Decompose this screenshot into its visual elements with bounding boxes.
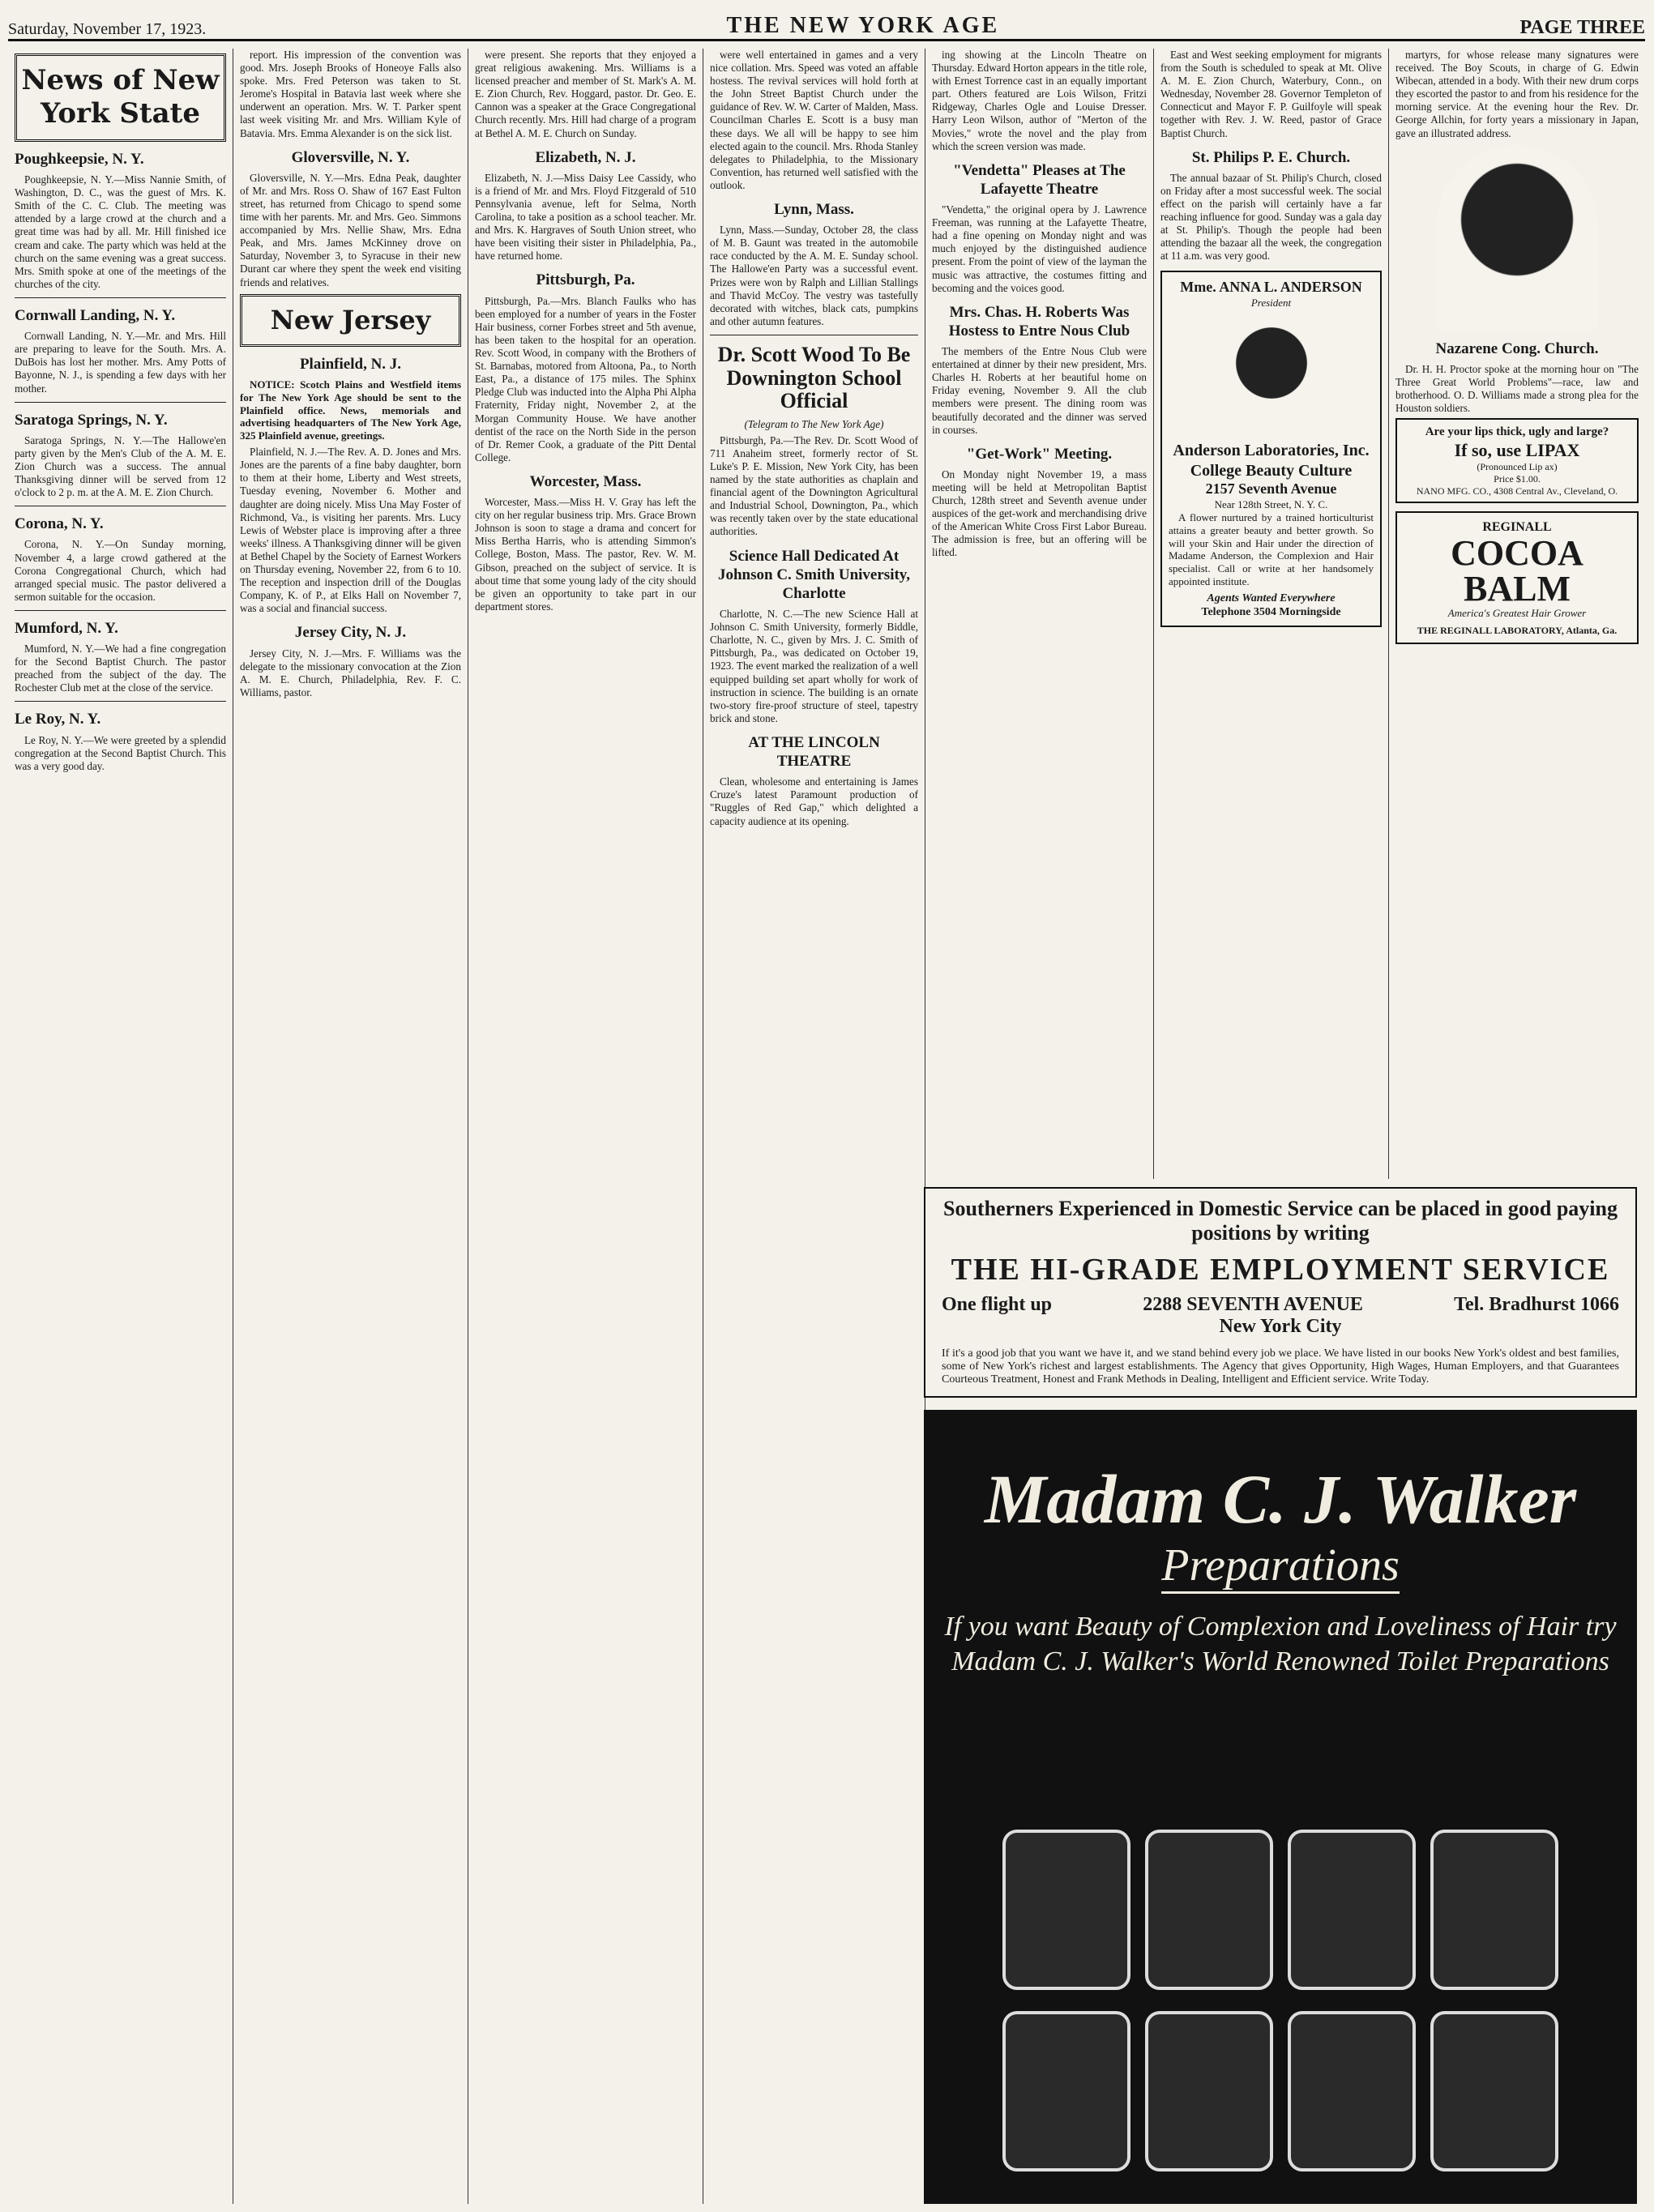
article-science-hall: Charlotte, N. C.—The new Science Hall at Johnson C. Smith University, formerly Biddle, Charlotte, N. C., given by Mrs. J. C. Smith of Pittsburgh, Pa., was dedicated on October 19, 1923. The event marked the realization of a well equipped building set apart wholly for work of instruction in science. The building is an ornate two-story fire-proof structure of steel, tapestry brick and stone.	[710, 608, 918, 724]
anderson-address: 2157 Seventh Avenue	[1205, 480, 1337, 497]
jar-icon	[1288, 1830, 1416, 1990]
silhouette-portrait-icon	[1223, 314, 1320, 436]
article-poughkeepsie: Poughkeepsie, N. Y.—Miss Nannie Smith, of Washington, D. C., was the guest of Mrs. K. Smith of the C. C. Club. The meeting was attended by a large crowd at the church and a great time was had by all. Mr. Hill finished ice cream and cake. The party which was held at the church on the same evening was a great success. Mrs. Smith spoke at one of the meetings of the churches of the city.	[15, 173, 226, 290]
heading-jersey-city: Jersey City, N. J.	[294, 624, 407, 642]
article-intro-c4: were well entertained in games and a very nice collation. Mrs. Speed was voted an affable hostess. The revival services will hold forth at the John Street Baptist Church under the guidance of Rev. W. W. Carter of Malden, Mass. Councilman Charles E. Scott is a busy man these days. We all will be happy to see him elected again to the council. Mrs. Rhoda Stanley delegates to Philadelphia, to the Missionary Convention, has returned well satisfied with the outlook.	[710, 49, 918, 191]
jar-icon	[1430, 2011, 1558, 2171]
heading-cornwall: Cornwall Landing, N. Y.	[15, 306, 176, 324]
plainfield-notice: NOTICE: Scotch Plains and Westfield items for The New York Age should be sent to the Plainfield office. News, memorials and advertising headquarters of The New York Age, 325 Plainfield avenue, greetings.	[240, 378, 461, 442]
employment-city: New York City	[1219, 1316, 1342, 1337]
lipax-price: Price $1.00.	[1494, 472, 1541, 485]
article-report: report. His impression of the convention was good. Mrs. Joseph Brooks of Honeoye Falls also spoke. Mrs. Fred Peterson was taken to St. Jerome's Hospital in Batavia last week where she underwent an operation. Mrs. W. T. Parker spent last week visiting Mr. and Mrs. William Kyle of Batavia. Mrs. Emma Alexander is on the sick list.	[240, 49, 461, 139]
divider	[15, 610, 226, 611]
anderson-near: Near 128th Street, N. Y. C.	[1214, 498, 1328, 511]
column-2	[233, 49, 468, 2204]
jar-icon	[1430, 1830, 1558, 1990]
heading-worcester: Worcester, Mass.	[529, 472, 642, 490]
lipax-portrait-icon	[1436, 145, 1598, 331]
article-gloversville: Gloversville, N. Y.—Mrs. Edna Peak, daughter of Mr. and Mrs. Ross O. Shaw of 167 East Fulton street, has returned from Chicago to spend some time with her parents. Mr. and Mrs. Geo. Simmons accompanied by Mrs. Nellie Shaw, Mrs. Edna Peak, and Mrs. James McKinney drove on Saturday, November 3, to Syracuse in their new Durant car where they spent the week end visiting friends and relatives.	[240, 171, 461, 288]
article-vendetta: "Vendetta," the original opera by J. Lawrence Freeman, was running at the Lafayette Theatre, had a fine opening on Monday night and was much enjoyed by the distinguished audience present. From the point of view of the layman the music was attractive, the costumes fitting and becoming and the voices good.	[932, 203, 1147, 294]
walker-tagline: If you want Beauty of Complexion and Loveliness of Hair try Madam C. J. Walker's World Renowned Toilet Preparations	[944, 1612, 1617, 1676]
divider	[15, 701, 226, 702]
article-roberts: The members of the Entre Nous Club were entertained at dinner by their new president, Mrs. Charles H. Roberts at her beautiful home on Friday evening, November 9. All the club members were present. The dining room was beautifully decorated and the dinner was served in courses.	[932, 345, 1147, 436]
heading-roberts: Mrs. Chas. H. Roberts Was Hostess to Entre Nous Club	[948, 303, 1130, 339]
heading-mumford: Mumford, N. Y.	[15, 619, 118, 637]
lipax-question: Are your lips thick, ugly and large?	[1425, 425, 1609, 439]
jar-icon	[1145, 1830, 1273, 1990]
lipax-ad	[1395, 418, 1639, 503]
article-leroy: Le Roy, N. Y.—We were greeted by a splendid congregation at the Second Baptist Church. This was a very good day.	[15, 733, 226, 772]
section-title-ny-state: News of New York State	[15, 53, 226, 142]
employment-line1: Southerners Experienced in Domestic Service can be placed in good paying positions by writing	[943, 1197, 1618, 1245]
anderson-agents: Agents Wanted Everywhere	[1207, 592, 1336, 605]
walker-name: Madam C. J. Walker	[984, 1460, 1577, 1538]
column-1	[8, 49, 233, 2204]
walker-prep: Preparations	[1161, 1539, 1399, 1594]
employment-address: 2288 SEVENTH AVENUE	[1143, 1294, 1363, 1315]
walker-ad	[924, 1410, 1637, 2204]
heading-vendetta: "Vendetta" Pleases at The Lafayette Theatre	[953, 161, 1126, 198]
article-intro-c6: East and West seeking employment for migrants from the South is scheduled to speak at Mt. Olive A. M. E. Zion Church, Waterbury, Conn., on Wednesday, November 28. Governor Templeton of Connecticut and Mayor F. P. Guilfoyle will speak together with Rev. J. W. Reed, pastor of Grace Baptist Church.	[1160, 49, 1382, 139]
article-jersey-city: Jersey City, N. J.—Mrs. F. Williams was the delegate to the missionary convocation at the Zion A. M. E. Church, Philadelphia, Rev. F. C. Williams, pastor.	[240, 647, 461, 698]
cocoa-firm: REGINALL	[1482, 520, 1552, 535]
employment-flight: One flight up	[942, 1294, 1053, 1315]
employment-tel: Tel. Bradhurst 1066	[1454, 1294, 1619, 1315]
heading-corona: Corona, N. Y.	[15, 515, 104, 533]
product-jars	[956, 1823, 1605, 2171]
section-title-new-jersey: New Jersey	[240, 294, 461, 347]
telegram-credit: (Telegram to The New York Age)	[744, 417, 884, 430]
lipax-manufacturer: NANO MFG. CO., 4308 Central Av., Cleveland, O.	[1416, 485, 1618, 497]
jar-icon	[1145, 2011, 1273, 2171]
article-lynn: Lynn, Mass.—Sunday, October 28, the class of M. B. Gaunt was treated in the automobile race conducted by the A. M. E. Sunday school. The Hallowe'en Party was a successful event. Prizes were won by Ralph and Lillian Stallings and Thavid McCoy. The vestry was tastefully decorated with witches, black cats, pumpkins and other autumn features.	[710, 224, 918, 327]
employment-ad	[924, 1187, 1637, 1398]
jar-icon	[1002, 2011, 1130, 2171]
article-plainfield: Plainfield, N. J.—The Rev. A. D. Jones and Mrs. Jones are the parents of a fine baby daughter, born to them at their home, Liberty and West streets, Tuesday evening, November 6. Mother and daughter are doing nicely. Miss Una May Foster of Richmond, Va., is visiting her parents. Mrs. Lucy Lewis of Webster place is improving after a three weeks' illness. A Thanksgiving dinner will be given at Bethel Chapel by the Society of Earnest Workers on Thursday evening, November 22, from 6 to 10. The reception and inspection drill of the Douglas Company, K. of P., at Elks Hall on November 7, was a social and financial success.	[240, 446, 461, 615]
article-worcester: Worcester, Mass.—Miss H. V. Gray has left the city on her regular business trip. Mrs. Grace Brown Johnson is soon to stage a drama and concert for Miss Bertha Harris, who is attending Simmon's College, Boston, Mass. The pastor, Rev. W. M. Gibson, preached on the subject of service. It is about time that some young lady of the city should be given an opportunity to take part in our department stores.	[475, 496, 696, 613]
heading-plainfield: Plainfield, N. J.	[299, 355, 402, 373]
employment-body: If it's a good job that you want we have it, and we stand behind every job we place. We have listed in our books New York's oldest and best families, some of New York's richest and largest establishments. The Agency that gives Opportunity, High Wages, Human Employers, and that Guarantees Courteous Treatment, Honest and Frank Methods in Dealing, Intelligent and Efficient service. Write Today.	[942, 1347, 1619, 1386]
cocoa-name: COCOA BALM	[1451, 532, 1583, 609]
heading-leroy: Le Roy, N. Y.	[15, 711, 101, 728]
article-pittsburgh: Pittsburgh, Pa.—Mrs. Blanch Faulks who has been employed for a number of years in the Foster Hair business, corner Forbes street and 5th avenue, has been taken to the hospital for an operation. Rev. Scott Wood, in company with the Brothers of St. Barnabas, motored from Altoona, Pa., to North East, Pa., a distance of 175 miles. The Sphinx Pledge Club was inducted into the Alpha Phi Alpha Fraternity, Friday night, November 2, at the Morgan Community House. We have another dentist of the race on the North Side in the person of Dr. Remer Cook, a graduate of the Pitt Dental College.	[475, 294, 696, 463]
article-elizabeth: Elizabeth, N. J.—Miss Daisy Lee Cassidy, who is a friend of Mr. and Mrs. Floyd Fitzgerald of 510 Pennsylvania avenue, left for Selma, North Carolina, to take a position as a school teacher. Mr. and Mrs. K. Hargraves of South Union street, who have been visiting their sister in Philadelphia, Pa., have returned home.	[475, 171, 696, 263]
lipax-pronunciation: (Pronounced Lip ax)	[1477, 461, 1558, 473]
article-saratoga: Saratoga Springs, N. Y.—The Hallowe'en party given by the Men's Club of the A. M. E. Zion Church was a success. The annual Thanksgiving dinner will be served from 12 o'clock to 2 p. m. at the A. M. E. Zion Church.	[15, 433, 226, 499]
heading-nazarene: Nazarene Cong. Church.	[1435, 339, 1599, 357]
article-nazarene: Dr. H. H. Proctor spoke at the morning hour on "The Three Great World Problems"—race, law and brotherhood. O. D. Williams made a strong plea for the Houston soldiers.	[1395, 362, 1639, 415]
anderson-firm: Anderson Laboratories, Inc. College Beauty Culture	[1173, 442, 1370, 480]
anderson-name: Mme. ANNA L. ANDERSON	[1180, 279, 1362, 296]
issue-date: Saturday, November 17, 1923.	[8, 20, 207, 38]
heading-gloversville: Gloversville, N. Y.	[291, 148, 410, 166]
article-get-work: On Monday night November 19, a mass meeting will be held at Metropolitan Baptist Church, 128th street and Seventh avenue under auspices of the get-work and merchandising drive of the American White Cross First Labor Bureau. The admission is free, but an offering will be lifted.	[932, 468, 1147, 559]
heading-scott-wood: Dr. Scott Wood To Be Downington School Official	[717, 342, 911, 413]
article-intro-c5: ing showing at the Lincoln Theatre on Thursday. Edward Horton appears in the title role, with Ernest Torrence cast in an equally important part. Others featured are Lois Wilson, Fritzi Ridgeway, Charles Ogle and Louise Dresser. Harry Leon Wilson, author of "Merton of the Movies," wrote the novel and the play from which the screen version was made.	[932, 49, 1147, 152]
heading-lincoln-theatre: AT THE LINCOLN THEATRE	[748, 733, 880, 771]
employment-contact-row	[942, 1294, 1619, 1316]
column-4	[703, 49, 925, 2204]
cocoa-balm-ad	[1395, 511, 1639, 644]
column-5	[925, 49, 1154, 1179]
heading-lynn: Lynn, Mass.	[774, 201, 854, 219]
heading-science-hall: Science Hall Dedicated At Johnson C. Smith University, Charlotte	[717, 547, 911, 602]
divider	[15, 402, 226, 403]
article-st-philips: The annual bazaar of St. Philip's Church, closed on Friday after a most successful week. The social effect on the parish will certainly have a far reaching influence for good. Sunday was a gala day at St. Philip's. Though the people had been attending the bazaar all the week, the congregation at 11 a.m. was very good.	[1160, 171, 1382, 263]
cocoa-address: THE REGINALL LABORATORY, Atlanta, Ga.	[1417, 624, 1618, 636]
article-corona: Corona, N. Y.—On Sunday morning, November 4, a large crowd gathered at the Corona Congregational Church, which had arranged special music. The pastor delivered a sermon suitable for the occasion.	[15, 538, 226, 603]
employment-name: THE HI-GRADE EMPLOYMENT SERVICE	[951, 1253, 1610, 1287]
column-6	[1154, 49, 1389, 1179]
article-intro-c7: martyrs, for whose release many signatures were received. The Boy Scouts, in charge of G. Edwin Wibecan, attended in a body. With their new drum corps they escorted the pastor to and from his residence for the morning service. At the evening hour the Rev. Dr. George Allchin, for forty years a missionary in Japan, gave an illustrated address.	[1395, 49, 1639, 139]
article-scott-wood: Pittsburgh, Pa.—The Rev. Dr. Scott Wood of 711 Anaheim street, formerly rector of St. Luke's P. E. Mission, New York City, has been named by the state authorities as chaplain and financial agent of the Downington Agricultural and Industrial School, Downington, Pa., which was recently taken over by the state educational authorities.	[710, 433, 918, 538]
column-7	[1389, 49, 1645, 1179]
anderson-text: A flower nurtured by a trained horticulturist attains a greater beauty and better growth. So will your Skin and Hair under the direction of Madame Anderson, the Complexion and Hair specialist. Call or write at her handsomely appointed institute.	[1169, 510, 1374, 588]
heading-pittsburgh: Pittsburgh, Pa.	[536, 271, 635, 289]
heading-poughkeepsie: Poughkeepsie, N. Y.	[15, 150, 144, 168]
heading-elizabeth: Elizabeth, N. J.	[535, 148, 636, 166]
article-cornwall: Cornwall Landing, N. Y.—Mr. and Mrs. Hill are preparing to leave for the South. Mrs. A. DuBois has lost her mother. Mrs. Amy Potts of Bayonne, N. J., is spending a few days with her mother.	[15, 330, 226, 395]
article-intro-c3: were present. She reports that they enjoyed a great religious awakening. Mrs. Williams is a licensed preacher and member of St. Mark's A. M. E. Zion Church, Rev. Hoggard, pastor. Dr. Geo. E. Cannon was a speaker at the Grace Congregational Church recently. Mrs. Hill had charge of a program at Bethel A. M. E. Church on Sunday.	[475, 49, 696, 139]
column-3	[468, 49, 703, 2204]
jar-icon	[1288, 2011, 1416, 2171]
anderson-role: President	[1250, 297, 1292, 310]
article-mumford: Mumford, N. Y.—We had a fine congregation for the Second Baptist Church. The pastor preached from the subject of the day. The Rochester Club met at the close of the service.	[15, 643, 226, 694]
divider	[15, 297, 226, 298]
page-number: PAGE THREE	[1519, 17, 1645, 38]
masthead	[8, 6, 1645, 41]
anderson-ad	[1160, 271, 1382, 627]
heading-saratoga: Saratoga Springs, N. Y.	[15, 411, 168, 429]
paper-name: THE NEW YORK AGE	[726, 13, 1000, 38]
anderson-phone: Telephone 3504 Morningside	[1201, 606, 1341, 619]
article-lincoln-theatre: Clean, wholesome and entertaining is James Cruze's latest Paramount production of "Ruggles of Red Gap," which delighted a capacity audience at its opening.	[710, 775, 918, 827]
heading-get-work: "Get-Work" Meeting.	[966, 445, 1113, 463]
cocoa-sub: America's Greatest Hair Grower	[1447, 606, 1587, 619]
jar-icon	[1002, 1830, 1130, 1990]
heading-st-philips: St. Philips P. E. Church.	[1191, 148, 1351, 166]
lipax-name: If so, use LIPAX	[1454, 439, 1580, 460]
